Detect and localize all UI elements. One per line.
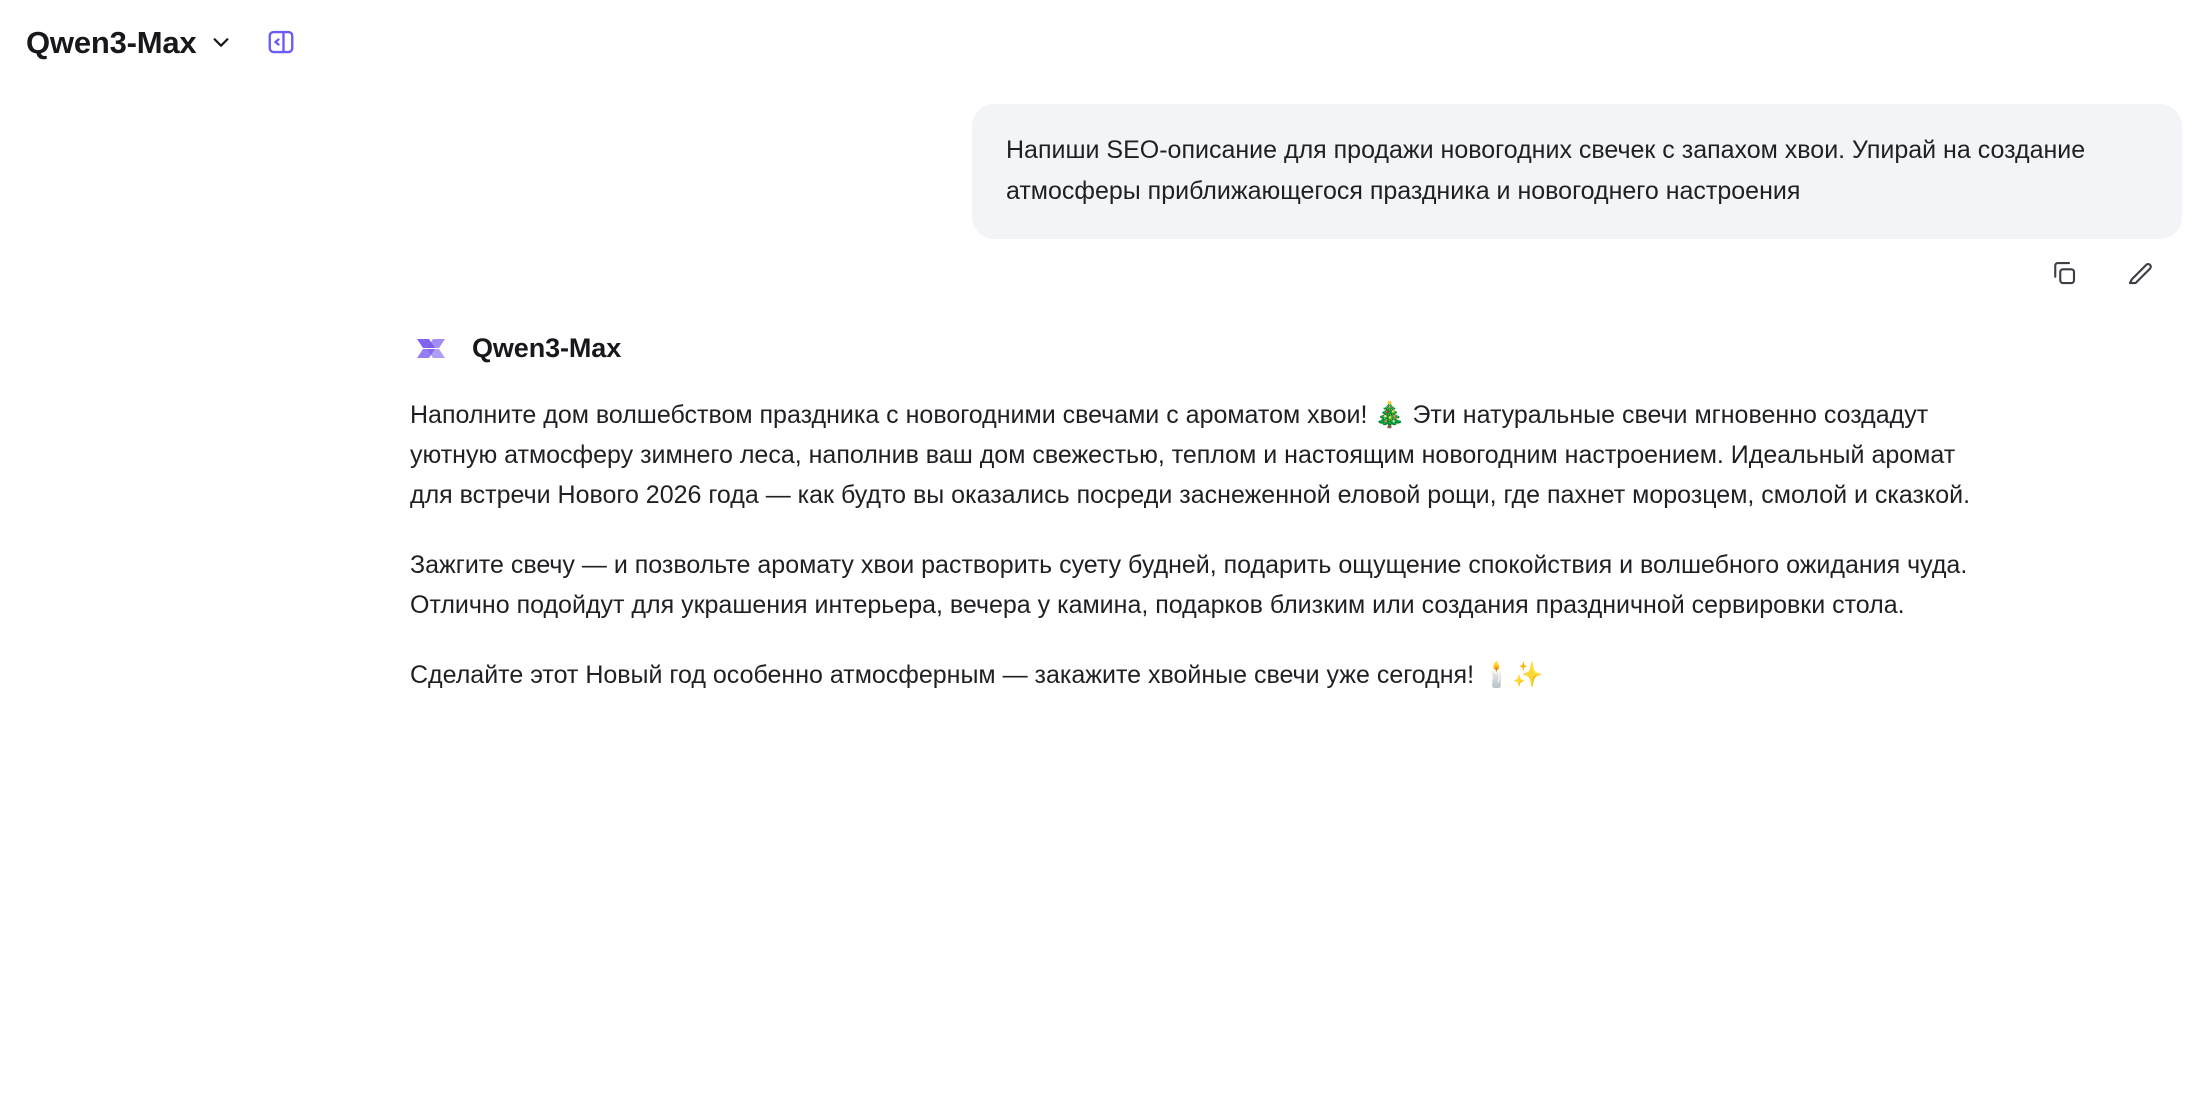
assistant-name-label: Qwen3-Max [472, 332, 622, 363]
user-message-row [26, 104, 2182, 239]
pencil-edit-icon[interactable] [2124, 257, 2156, 289]
top-bar [0, 0, 2208, 62]
model-name-label: Qwen3-Max [26, 24, 197, 60]
assistant-header [410, 327, 2002, 369]
toggle-sidebar-icon[interactable] [264, 25, 298, 59]
user-message-actions [26, 257, 2182, 289]
chevron-down-icon[interactable] [210, 31, 232, 53]
conversation [0, 104, 2208, 695]
user-message-bubble [972, 104, 2182, 239]
assistant-message [26, 327, 2182, 695]
model-selector[interactable] [26, 24, 232, 60]
assistant-paragraph: Наполните дом волшебством праздника с новогодними свечами с ароматом хвои! 🎄 Эти натуральные свечи мгновенно создадут уютную атмосферу зимнего леса, наполнив ваш дом свежестью, теплом и настоящим новогодним настроением. Идеальный аромат для встречи Нового 2026 года — как будто вы оказались посреди заснеженной еловой рощи, где пахнет морозцем, смолой и сказкой. [410, 401, 1971, 509]
assistant-paragraph: Сделайте этот Новый год особенно атмосферным — закажите хвойные свечи уже сегодня! 🕯️✨ [410, 661, 1544, 689]
assistant-body [410, 395, 2002, 695]
copy-icon[interactable] [2048, 257, 2080, 289]
assistant-paragraph: Зажгите свечу — и позвольте аромату хвои растворить суету будней, подарить ощущение спокойствия и волшебного ожидания чуда. Отлично подойдут для украшения интерьера, вечера у камина, подарков близким или создания праздничной сервировки стола. [410, 551, 1968, 619]
qwen-logo-icon [410, 327, 452, 369]
user-message-text: Напиши SEO-описание для продажи новогодних свечек с запахом хвои. Упирай на создание атмосферы приближающегося праздника и новогоднего настроения [1006, 136, 2086, 205]
